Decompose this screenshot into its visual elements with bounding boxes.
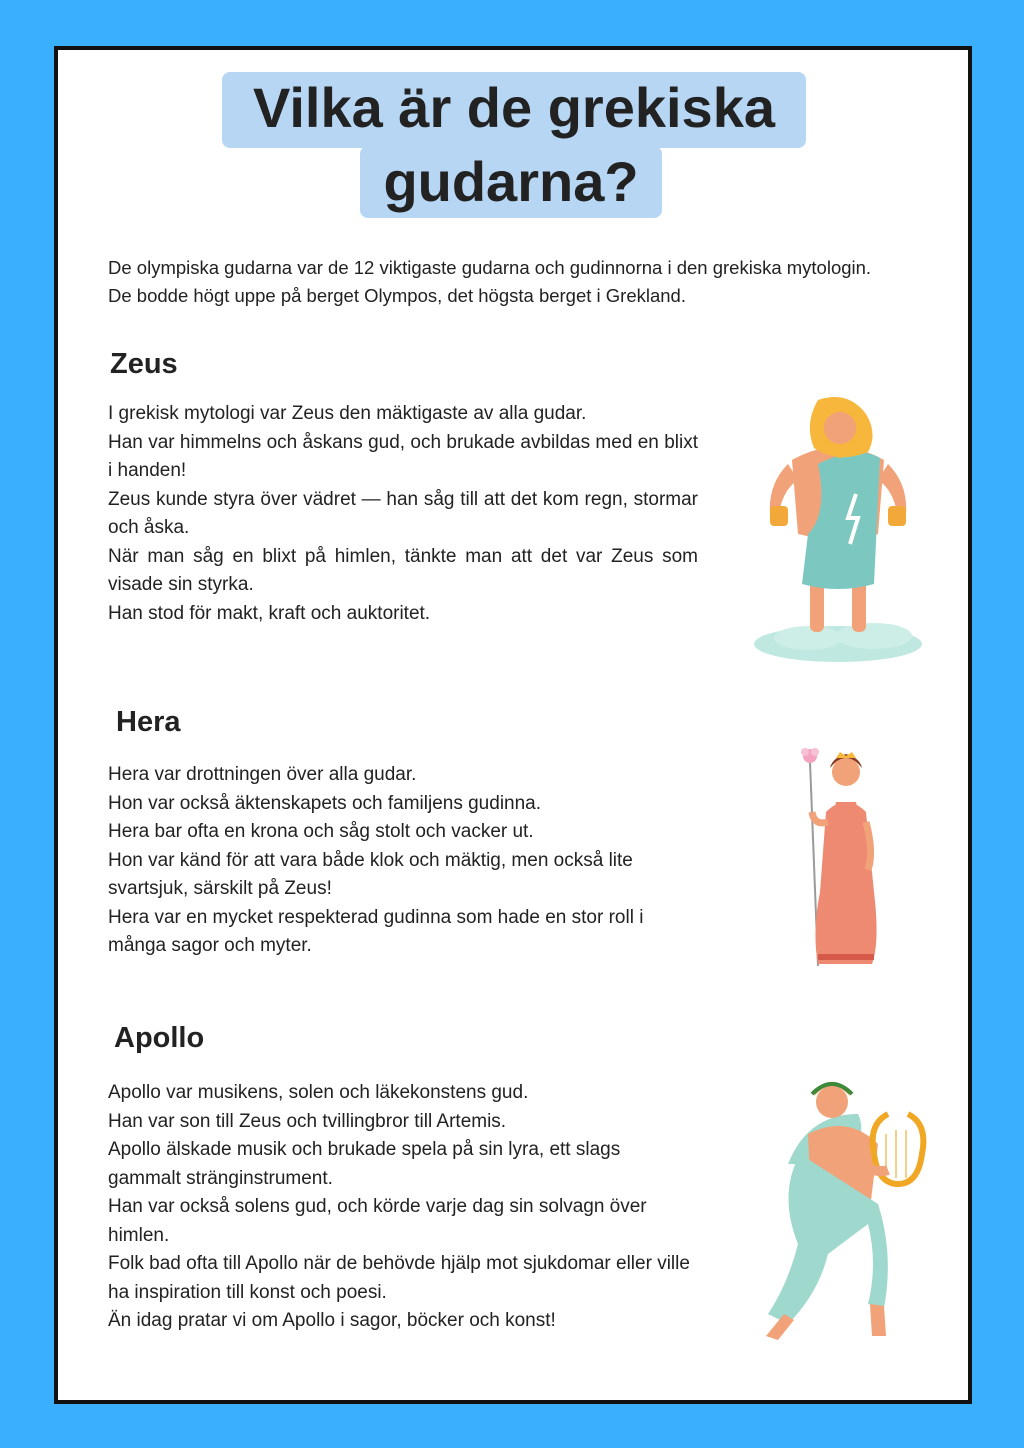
hera-line: Hera var drottningen över alla gudar. [108, 764, 417, 785]
apollo-line: Apollo var musikens, solen och läkekonstens gud. [108, 1082, 529, 1103]
hera-illustration [796, 742, 886, 968]
apollo-illustration [748, 1074, 928, 1344]
apollo-line: Han var son till Zeus och tvillingbror till Artemis. [108, 1110, 507, 1132]
hera-line: Hon var känd för att vara både klok och mäktig, men också lite svartsjuk, särskilt på Zeus! [108, 849, 633, 899]
zeus-line: I grekisk mytologi var Zeus den mäktigaste av alla gudar. [108, 403, 587, 424]
zeus-line: Han var himmelns och åskans gud, och brukade avbildas med en blixt i handen! [108, 431, 698, 481]
worksheet-page [54, 46, 972, 1404]
zeus-heading: Zeus [110, 348, 178, 380]
hera-line: Hon var också äktenskapets och familjens gudinna. [108, 792, 542, 814]
page-title-line-1: Vilka är de grekiska [222, 72, 806, 148]
apollo-heading: Apollo [114, 1022, 205, 1054]
apollo-line: Folk bad ofta till Apollo när de behövde hjälp mot sjukdomar eller ville ha inspiration till konst och poesi. [108, 1253, 690, 1303]
apollo-text [108, 1079, 698, 1336]
zeus-line: Zeus kunde styra över vädret — han såg till att det kom regn, stormar och åska. [108, 488, 698, 538]
hera-text [108, 761, 698, 961]
apollo-line: Apollo älskade musik och brukade spela på sin lyra, ett slags gammalt stränginstrument. [108, 1139, 621, 1189]
intro-text: De olympiska gudarna var de 12 viktigaste gudarna och gudinnorna i den grekiska mytologin. De bodde högt uppe på berget Olympos, det högsta berget i Grekland. [108, 257, 872, 306]
apollo-line: Än idag pratar vi om Apollo i sagor, böcker och konst! [108, 1310, 556, 1331]
apollo-line: Han var också solens gud, och körde varje dag sin solvagn över himlen. [108, 1196, 647, 1246]
zeus-text [108, 400, 698, 628]
zeus-line: När man såg en blixt på himlen, tänkte man att det var Zeus som visade sin styrka. [108, 545, 698, 595]
hera-line: Hera bar ofta en krona och såg stolt och vacker ut. [108, 821, 534, 842]
hera-heading: Hera [116, 706, 181, 738]
zeus-line: Han stod för makt, kraft och auktoritet. [108, 602, 431, 624]
hera-line: Hera var en mycket respekterad gudinna som hade en stor roll i många sagor och myter. [108, 906, 644, 956]
page-title-line-2: gudarna? [360, 146, 662, 218]
zeus-illustration [748, 394, 928, 670]
